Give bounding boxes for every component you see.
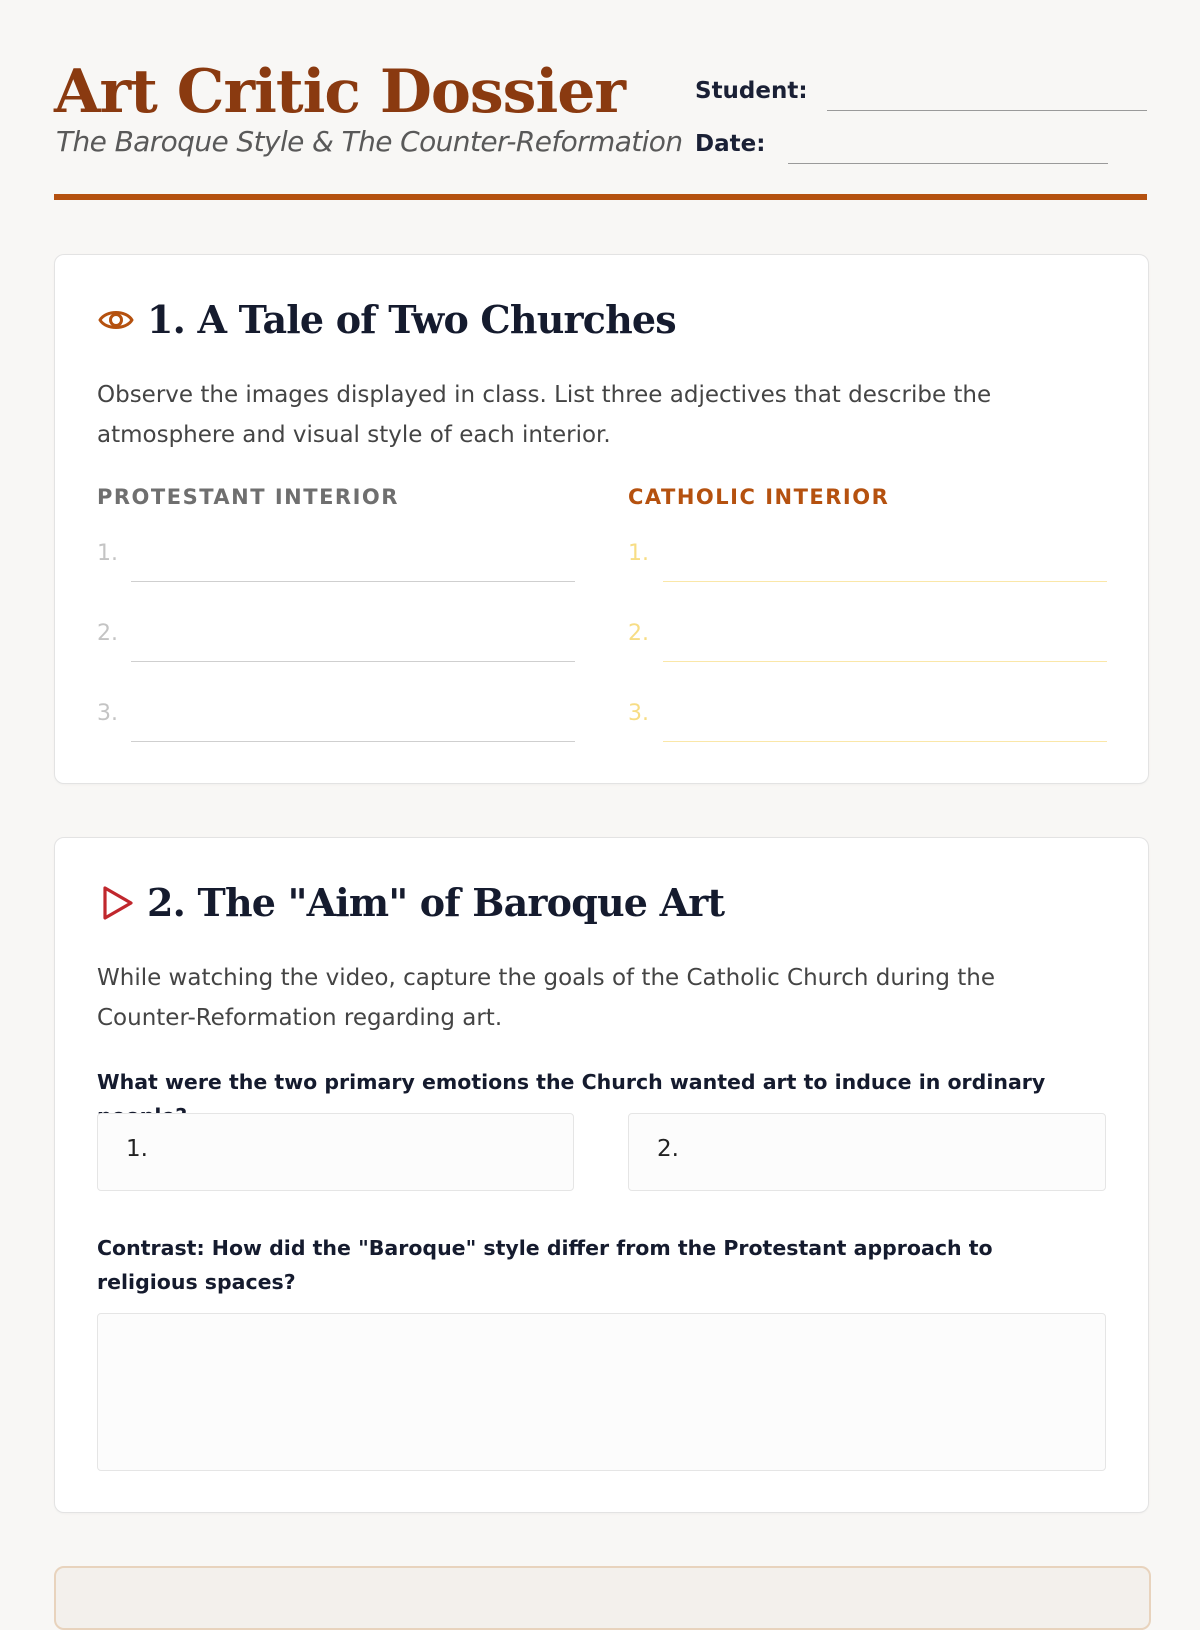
section-heading <box>97 880 724 925</box>
catholic-heading: CATHOLIC INTERIOR <box>628 485 890 509</box>
eye-icon <box>97 301 135 339</box>
question-contrast: Contrast: How did the "Baroque" style differ from the Protestant approach to religious spaces? <box>97 1236 993 1294</box>
catholic-item-number: 3. <box>628 701 649 726</box>
date-field[interactable] <box>788 163 1108 164</box>
contrast-answer-box[interactable] <box>97 1313 1106 1471</box>
protestant-adjective-input[interactable] <box>131 661 575 662</box>
emotion-answer-box[interactable] <box>628 1113 1106 1191</box>
play-icon <box>97 884 135 922</box>
catholic-adjective-input[interactable] <box>663 661 1107 662</box>
section-card-aim-of-baroque <box>54 837 1149 1513</box>
protestant-item-number: 3. <box>97 701 118 726</box>
catholic-item-number: 1. <box>628 541 649 566</box>
header-divider <box>54 194 1147 200</box>
page-subtitle: The Baroque Style & The Counter-Reformation <box>56 125 683 158</box>
catholic-adjective-input[interactable] <box>663 741 1107 742</box>
catholic-item-number: 2. <box>628 621 649 646</box>
student-label: Student: <box>695 78 808 104</box>
protestant-adjective-input[interactable] <box>131 741 575 742</box>
section-heading <box>97 297 676 342</box>
protestant-adjective-input[interactable] <box>131 581 575 582</box>
protestant-item-number: 2. <box>97 621 118 646</box>
protestant-heading: PROTESTANT INTERIOR <box>97 485 399 509</box>
student-field[interactable] <box>827 110 1147 111</box>
section-card-two-churches <box>54 254 1149 784</box>
protestant-item-number: 1. <box>97 541 118 566</box>
section-intro: While watching the video, capture the goals of the Catholic Church during the Counter-Reformation regarding art. <box>97 965 995 1031</box>
catholic-adjective-input[interactable] <box>663 581 1107 582</box>
page-title: Art Critic Dossier <box>54 57 626 127</box>
answer-number: 2. <box>657 1136 679 1162</box>
date-label: Date: <box>695 131 766 157</box>
next-section-card <box>54 1566 1151 1630</box>
question-emotions: What were the two primary emotions the Church wanted art to induce in ordinary <box>97 1070 1046 1094</box>
page-header <box>54 56 1147 200</box>
answer-number: 1. <box>126 1136 148 1162</box>
section-intro: Observe the images displayed in class. List three adjectives that describe the atmosphere and visual style of each interior. <box>97 382 992 448</box>
section-title: 2. The "Aim" of Baroque Art <box>147 880 725 925</box>
section-title: 1. A Tale of Two Churches <box>147 297 676 342</box>
emotion-answer-box[interactable] <box>97 1113 574 1191</box>
